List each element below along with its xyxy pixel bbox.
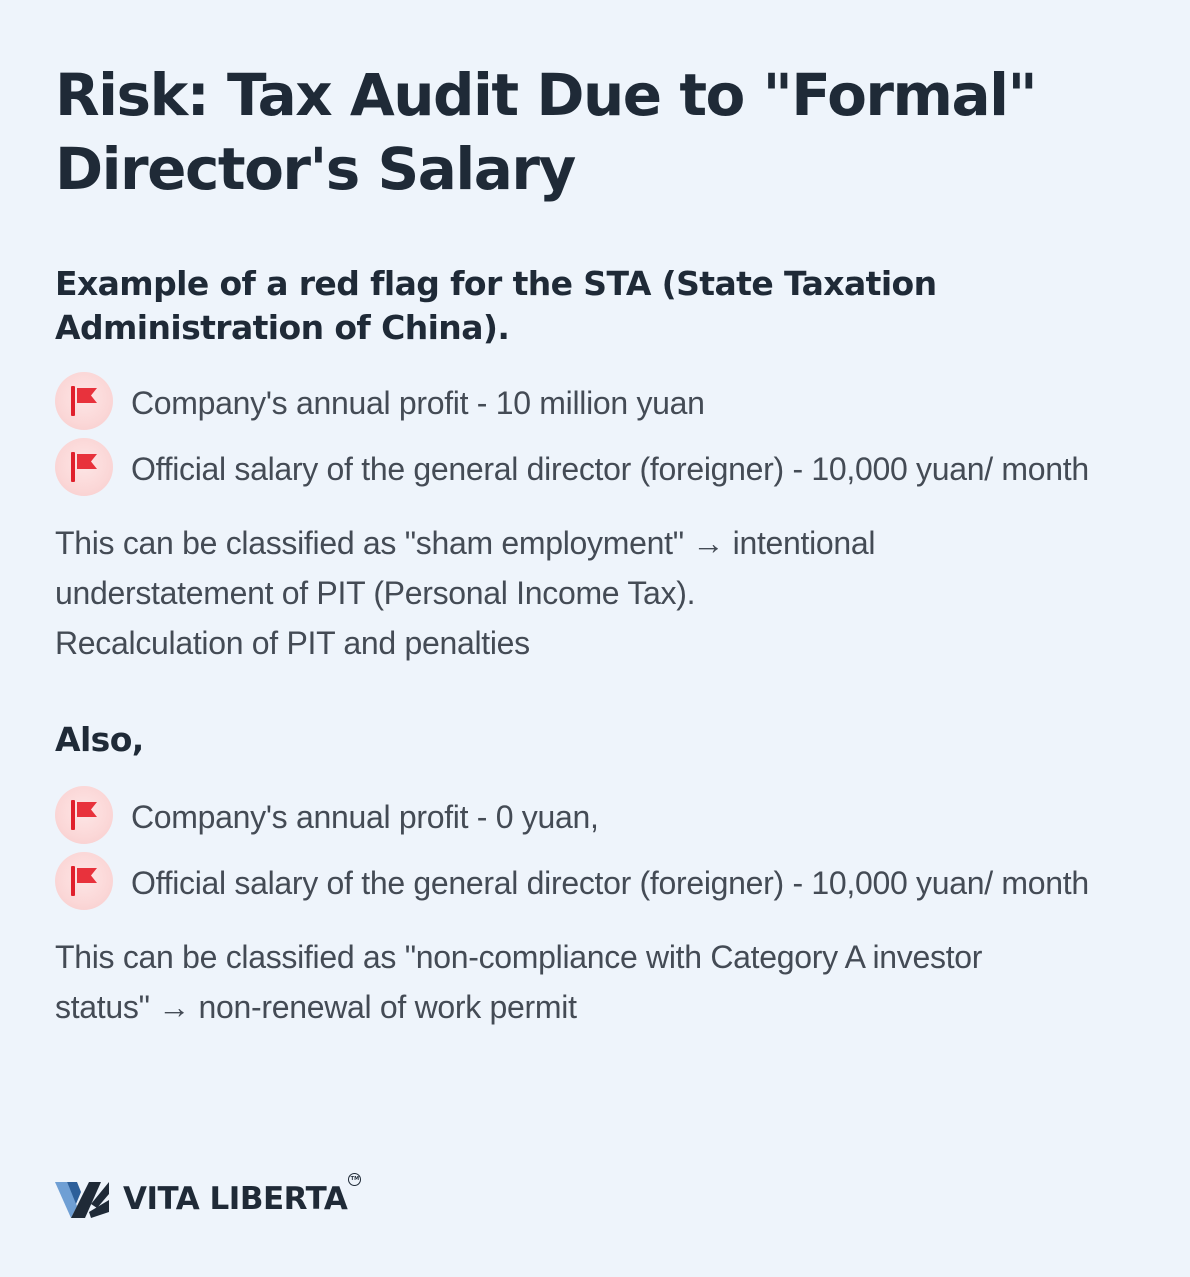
paragraph-line: status" → non-renewal of work permit xyxy=(55,989,577,1025)
section2-subtitle: Also, xyxy=(55,720,144,759)
flag-text: Official salary of the general director (foreigner) - 10,000 yuan/ month xyxy=(131,451,1089,487)
section2-flag-list xyxy=(55,792,1115,910)
flag-text: Official salary of the general director (foreigner) - 10,000 yuan/ month xyxy=(131,865,1089,901)
paragraph-line: This can be classified as "non-compliance with Category A investor xyxy=(55,939,983,975)
red-flag-icon xyxy=(55,438,113,496)
paragraph-line: understatement of PIT (Personal Income Tax). xyxy=(55,575,696,611)
flag-item xyxy=(55,444,1115,496)
logo-text xyxy=(123,1176,360,1219)
flag-item xyxy=(55,378,1115,430)
logo-wordmark: VITA LIBERTA xyxy=(123,1181,348,1217)
trademark-symbol: TM xyxy=(348,1173,361,1186)
content xyxy=(55,58,1115,1032)
section2-paragraph xyxy=(55,932,1115,1032)
red-flag-icon xyxy=(55,786,113,844)
flag-item xyxy=(55,792,1115,844)
section1-paragraph xyxy=(55,518,1115,668)
red-flag-icon xyxy=(55,852,113,910)
paragraph-line: Recalculation of PIT and penalties xyxy=(55,625,530,661)
page-title: Risk: Tax Audit Due to "Formal" Director's Salary xyxy=(55,61,1037,203)
brand-logo xyxy=(55,1176,360,1220)
flag-text: Company's annual profit - 10 million yuan xyxy=(131,385,705,421)
vita-liberta-logo-icon xyxy=(55,1178,111,1220)
section1-flag-list xyxy=(55,378,1115,496)
section1-subtitle: Example of a red flag for the STA (State Taxation Administration of China). xyxy=(55,264,937,347)
red-flag-icon xyxy=(55,372,113,430)
flag-item xyxy=(55,858,1115,910)
flag-text: Company's annual profit - 0 yuan, xyxy=(131,799,599,835)
paragraph-line: This can be classified as "sham employment" → intentional xyxy=(55,525,876,561)
